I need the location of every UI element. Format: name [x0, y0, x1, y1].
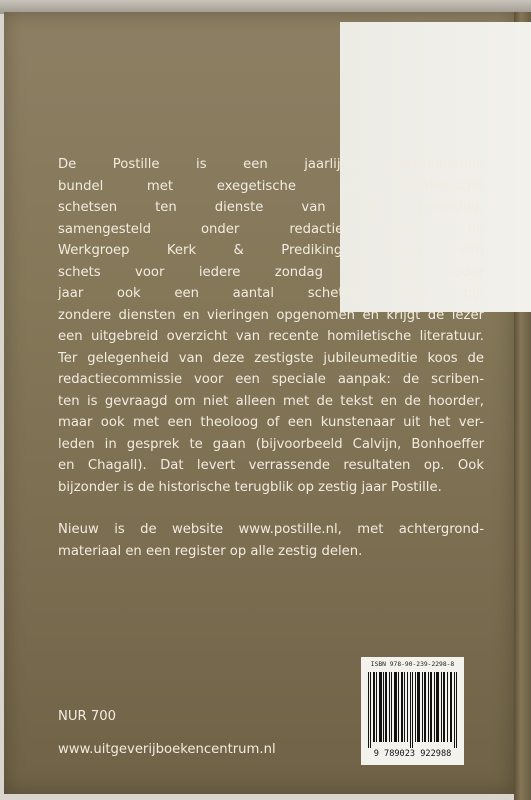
paragraph-gap: [58, 498, 484, 519]
blurb-line: ten is gevraagd om niet alleen met de tekst en de hoorder,: [58, 393, 484, 409]
blurb-line: Ter gelegenheid van deze zestigste jubileumeditie koos de: [58, 350, 484, 366]
blurb-line: samengesteld onder redactie van de: [58, 221, 484, 237]
blurb-line: jaar ook een aantal schetsen voor bij-: [58, 286, 484, 301]
blurb-line: De Postille is een jaarlijks verschijnende: [58, 157, 484, 172]
nur-code: NUR 700: [58, 709, 117, 724]
blurb-line: Werkgroep Kerk & Prediking. Naast een: [58, 243, 484, 258]
publisher-url: www.uitgeverijboekencentrum.nl: [58, 742, 276, 757]
ean-digits: 9 789023 922988: [373, 749, 452, 759]
blurb-line: leden in gesprek te gaan (bijvoorbeeld Calvijn, Bonhoeffer: [58, 436, 484, 452]
blurb-line: een uitgebreid overzicht van recente homiletische literatuur.: [58, 329, 484, 344]
isbn-text: ISBN 978-90-239-2298-8: [370, 661, 455, 668]
blurb-line: maar ook met een theoloog of een kunstenaar uit het ver-: [58, 415, 484, 430]
blurb-line: en Chagall). Dat levert verrassende resultaten op. Ook: [58, 458, 484, 473]
website-line: Nieuw is de website www.postille.nl, met achtergrond-: [58, 522, 484, 537]
blurb-line: zondere diensten en vieringen opgenomen en krijgt de lezer: [58, 307, 484, 323]
barcode-label: [361, 657, 464, 765]
blurb-line: schetsen ten dienste van de prediking,: [58, 200, 484, 215]
blurb-line: redactiecommissie voor een speciale aanpak: de scriben-: [58, 372, 484, 387]
blurb-line: schets voor iedere zondag is er ieder: [58, 264, 484, 280]
blurb-line: bundel met exegetische en homiletische: [58, 178, 484, 194]
back-cover-blurb: [58, 154, 484, 562]
website-line: materiaal en een register op alle zestig delen.: [58, 543, 363, 559]
blurb-line: bijzonder is de historische terugblik op zestig jaar Postille.: [58, 479, 442, 495]
barcode-icon: [366, 672, 459, 748]
